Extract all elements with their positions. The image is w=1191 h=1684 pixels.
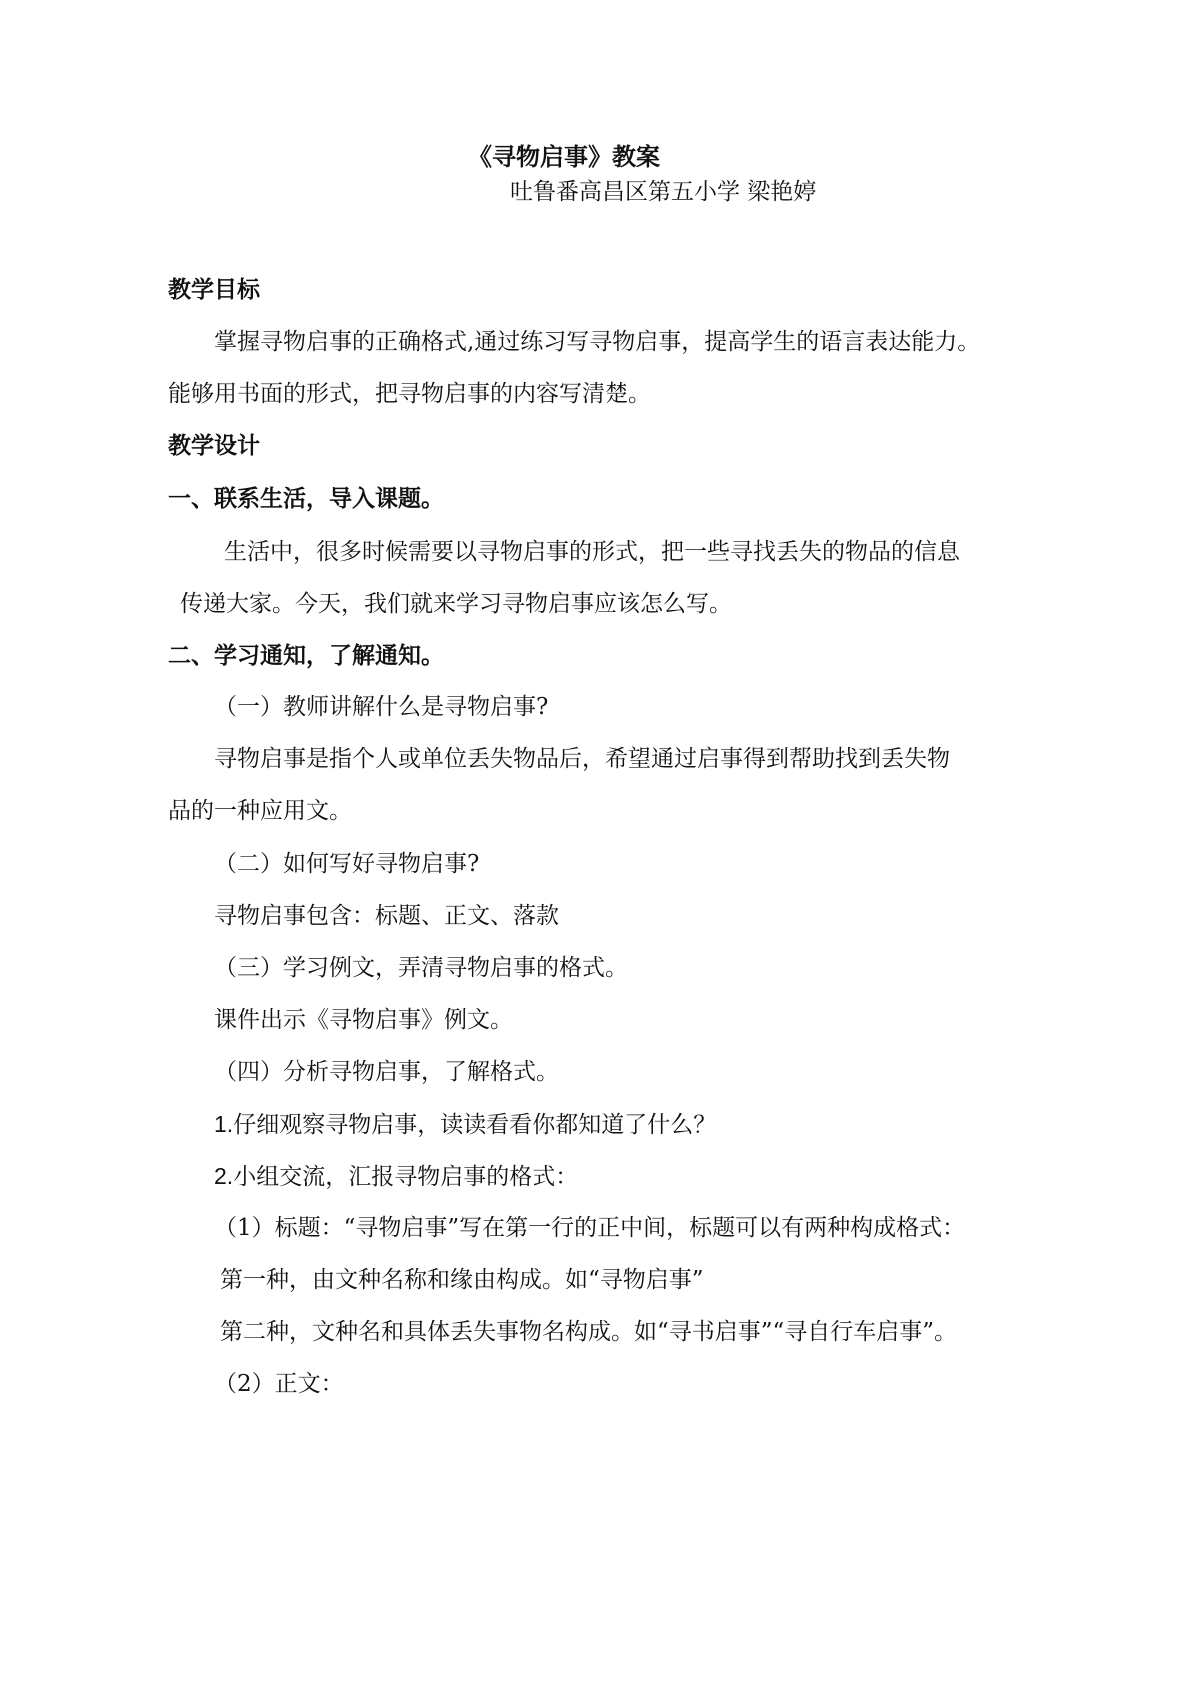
format-point-1-option-a: 第一种，由文种名称和缘由构成。如“寻物启事” [220,1267,704,1293]
subsection-1-paragraph-line-2: 品的一种应用文。 [168,798,352,824]
part-one-paragraph-line-2: 传递大家。今天，我们就来学习寻物启事应该怎么写。 [180,591,732,617]
part-one-heading: 一、联系生活，导入课题。 [168,485,444,512]
part-one-paragraph-line-1: 生活中，很多时候需要以寻物启事的形式，把一些寻找丢失的物品的信息 [224,539,960,565]
subsection-2-paragraph: 寻物启事包含：标题、正文、落款 [214,903,559,929]
subsection-4-heading: （四）分析寻物启事，了解格式。 [214,1059,559,1085]
objectives-paragraph-line-2: 能够用书面的形式，把寻物启事的内容写清楚。 [168,381,651,407]
list-item-1-number: 1. [214,1111,234,1137]
subsection-2-heading: （二）如何写好寻物启事? [214,851,480,877]
format-point-1-option-b: 第二种，文种名和具体丢失事物名构成。如“寻书启事”“寻自行车启事”。 [220,1319,958,1345]
list-item-2-number: 2. [214,1163,234,1189]
format-point-1 [214,1212,965,1244]
document-title: 《寻物启事》教案 [468,142,660,171]
list-item-2-text: 小组交流，汇报寻物启事的格式： [233,1164,579,1190]
objectives-paragraph-line-1: 掌握寻物启事的正确格式,通过练习写寻物启事，提高学生的语言表达能力。 [214,329,981,355]
subsection-3-heading: （三）学习例文，弄清寻物启事的格式。 [214,955,628,981]
list-item-1-text: 仔细观察寻物启事，读读看看你都知道了什么？ [233,1112,717,1138]
format-point-2-text: 正文： [274,1371,344,1397]
list-item-1 [214,1108,716,1141]
format-point-1-text: 标题：“寻物启事”写在第一行的正中间，标题可以有两种构成格式： [274,1215,966,1241]
section-heading-design: 教学设计 [168,432,260,459]
section-heading-objectives: 教学目标 [168,276,260,303]
part-two-heading: 二、学习通知，了解通知。 [168,642,444,669]
format-point-1-number: （1） [214,1215,275,1241]
list-item-2 [214,1160,578,1193]
subsection-1-paragraph-line-1: 寻物启事是指个人或单位丢失物品后，希望通过启事得到帮助找到丢失物 [214,746,950,772]
format-point-2 [214,1368,344,1400]
format-point-2-number: （2） [214,1371,275,1397]
subsection-3-paragraph: 课件出示《寻物启事》例文。 [214,1007,513,1033]
author-byline: 吐鲁番高昌区第五小学 梁艳婷 [510,179,817,205]
subsection-1-heading: （一）教师讲解什么是寻物启事? [214,694,549,720]
